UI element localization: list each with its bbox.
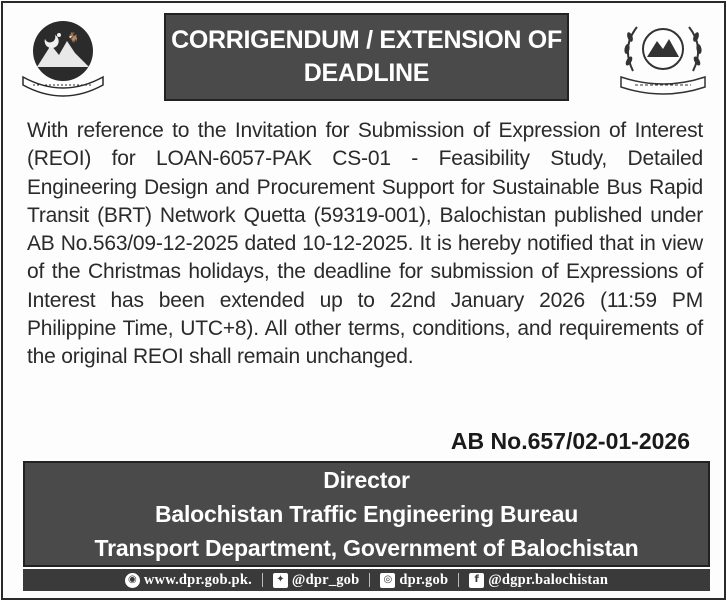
globe-icon: ◉ (125, 573, 140, 588)
title-line-1: CORRIGENDUM / EXTENSION OF (171, 26, 562, 54)
twitter-icon: ✦ (273, 573, 288, 588)
footer-facebook[interactable] (469, 572, 608, 589)
notice-title-banner (164, 13, 569, 101)
footer-twitter[interactable] (273, 572, 359, 589)
signatory-office: Balochistan Traffic Engineering Bureau (154, 501, 579, 527)
footer-facebook-text: @dgpr.balochistan (488, 571, 609, 588)
signature-block (23, 461, 710, 567)
footer-divider (458, 573, 459, 587)
advertisement-frame (1, 1, 726, 600)
footer-twitter-text: @dpr_gob (291, 571, 360, 588)
ab-reference-number: AB No.657/02-01-2026 (450, 428, 690, 454)
notice-title (171, 24, 562, 90)
footer-instagram-text: dpr.gob (399, 571, 449, 588)
svg-text:🐐: 🐐 (67, 33, 80, 44)
notice-body: With reference to the Invitation for Submission of Expression of Interest (REOI) for LOAN-6057-PAK CS-01 - Feasibility Study, Detailed Engineering Design and Procurement Support for Sustainable Bus Rapid Transit (BRT) Network Quetta (59319-001), Balochistan published under AB No.563/09-12-2025 dated 10-12-2025. It is hereby notified that in view of the Christmas holidays, the deadline for submission of Expressions of Interest has been extended up to 22nd January 2026 (11:59 PM Philippine Time, UTC+8). All other terms, conditions, and requirements of the original REOI shall remain unchanged. (27, 119, 703, 369)
instagram-icon: ◎ (380, 573, 395, 588)
government-seal-logo (15, 15, 111, 105)
contact-footer (23, 569, 710, 591)
title-line-2: DEADLINE (303, 59, 430, 87)
dpr-seal-logo (611, 17, 715, 103)
footer-divider (262, 573, 263, 587)
footer-instagram[interactable] (380, 572, 448, 589)
footer-divider (369, 573, 370, 587)
footer-website-text: www.dpr.gob.pk. (143, 571, 252, 588)
signatory-designation: Director (323, 467, 410, 493)
facebook-icon: f (469, 573, 484, 588)
footer-website[interactable] (125, 572, 252, 589)
signatory-department: Transport Department, Government of Balochistan (94, 535, 639, 561)
